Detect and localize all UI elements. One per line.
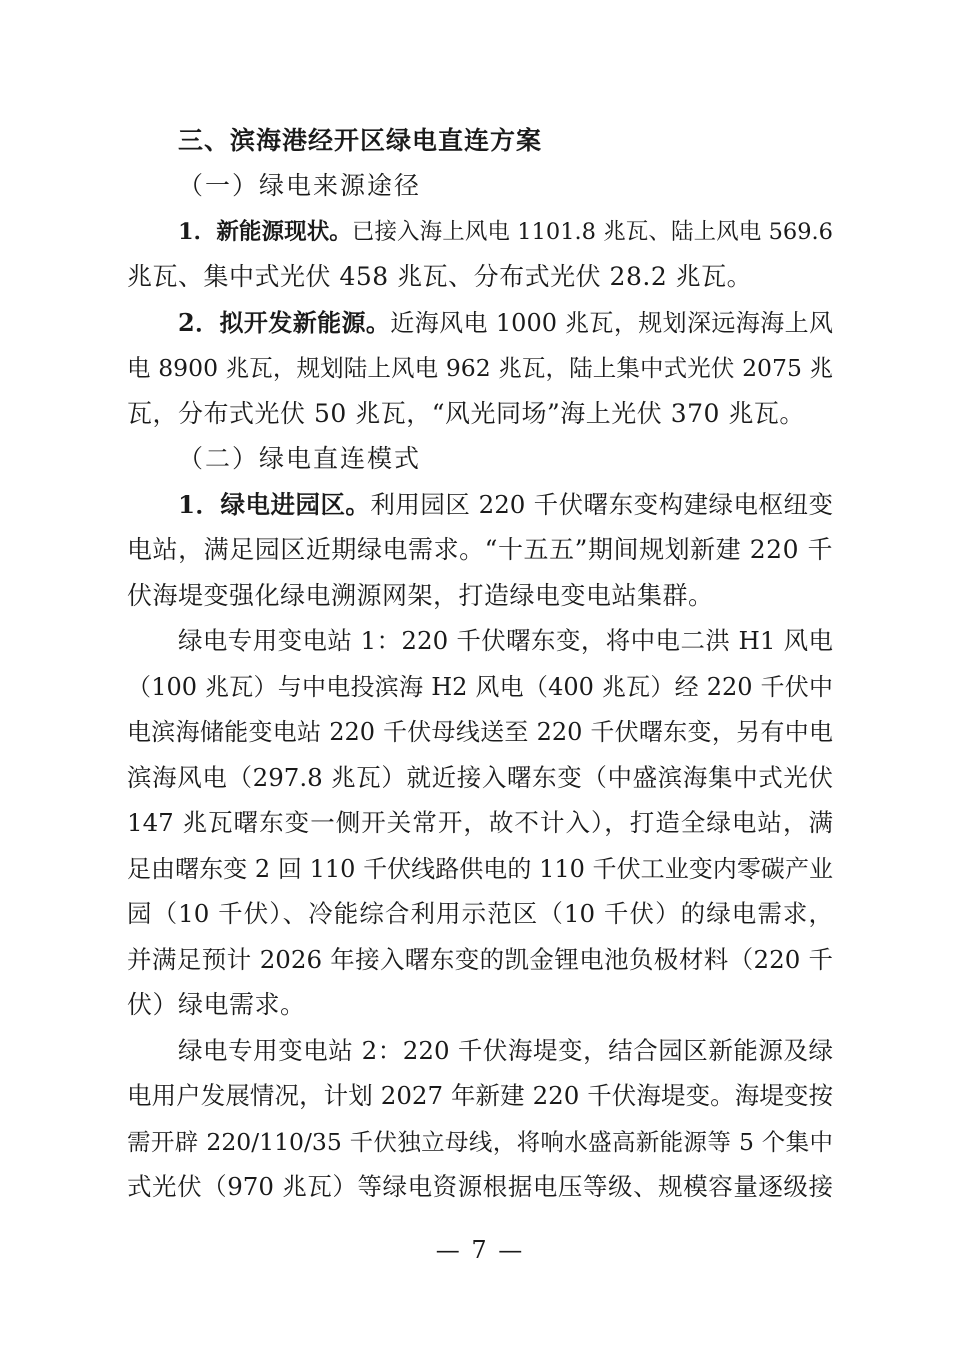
item-new-energy-status-line-2: 兆瓦、集中式光伏 458 兆瓦、分布式光伏 28.2 兆瓦。 <box>127 262 753 291</box>
item-planned-energy-line-2: 电 8900 兆瓦，规划陆上风电 962 兆瓦，陆上集中式光伏 2075 兆 <box>127 354 833 382</box>
paragraph-line: 并满足预计 2026 年接入曙东变的凯金锂电池负极材料（220 千 <box>127 945 833 974</box>
item-planned-energy-line-1 <box>178 300 833 346</box>
item-text: 利用园区 220 千伏曙东变构建绿电枢纽变 <box>370 490 833 519</box>
item-planned-energy-line-3: 瓦，分布式光伏 50 兆瓦，“风光同场”海上光伏 370 兆瓦。 <box>127 399 805 428</box>
paragraph-line: 足由曙东变 2 回 110 千伏线路供电的 110 千伏工业变内零碳产业 <box>127 855 833 883</box>
paragraph-line: 需开辟 220/110/35 千伏独立母线，将响水盛高新能源等 5 个集中 <box>127 1128 833 1156</box>
item-green-park-line-3: 伏海堤变强化绿电溯源网架，打造绿电变电站集群。 <box>127 581 714 610</box>
paragraph-line: 伏）绿电需求。 <box>127 990 306 1019</box>
item-label: 1．绿电进园区。 <box>178 490 371 519</box>
section-title: 三、滨海港经开区绿电直连方案 <box>178 126 543 155</box>
paragraph-line: 滨海风电（297.8 兆瓦）就近接入曙东变（中盛滨海集中式光伏 <box>127 763 833 792</box>
item-new-energy-status-line-1 <box>178 209 833 255</box>
item-text: 已接入海上风电 1101.8 兆瓦、陆上风电 569.6 <box>351 219 833 245</box>
subsection-title-modes: （二）绿电直连模式 <box>178 444 422 473</box>
paragraph-line: 电用户发展情况，计划 2027 年新建 220 千伏海堤变。海堤变按 <box>127 1081 833 1110</box>
paragraph-line: 园（10 千伏）、冷能综合利用示范区（10 千伏）的绿电需求， <box>127 899 833 928</box>
item-green-park-line-1 <box>178 482 833 528</box>
subsection-title-sources: （一）绿电来源途径 <box>178 171 422 200</box>
page-number: — 7 — <box>435 1236 525 1264</box>
item-green-park-line-2: 电站，满足园区近期绿电需求。“十五五”期间规划新建 220 千 <box>127 535 833 564</box>
paragraph-line: 绿电专用变电站 1：220 千伏曙东变，将中电二洪 H1 风电 <box>178 626 833 655</box>
paragraph-line: 147 兆瓦曙东变一侧开关常开，故不计入），打造全绿电站，满 <box>127 808 833 837</box>
item-label: 2．拟开发新能源。 <box>178 308 391 337</box>
paragraph-line: 电滨海储能变电站 220 千伏母线送至 220 千伏曙东变，另有中电 <box>127 718 833 746</box>
paragraph-line: 式光伏（970 兆瓦）等绿电资源根据电压等级、规模容量逐级接 <box>127 1172 833 1201</box>
paragraph-line: （100 兆瓦）与中电投滨海 H2 风电（400 兆瓦）经 220 千伏中 <box>127 673 833 701</box>
paragraph-line: 绿电专用变电站 2：220 千伏海堤变，结合园区新能源及绿 <box>178 1036 833 1065</box>
item-label: 1．新能源现状。 <box>178 219 352 245</box>
item-text: 近海风电 1000 兆瓦，规划深远海海上风 <box>390 309 834 337</box>
